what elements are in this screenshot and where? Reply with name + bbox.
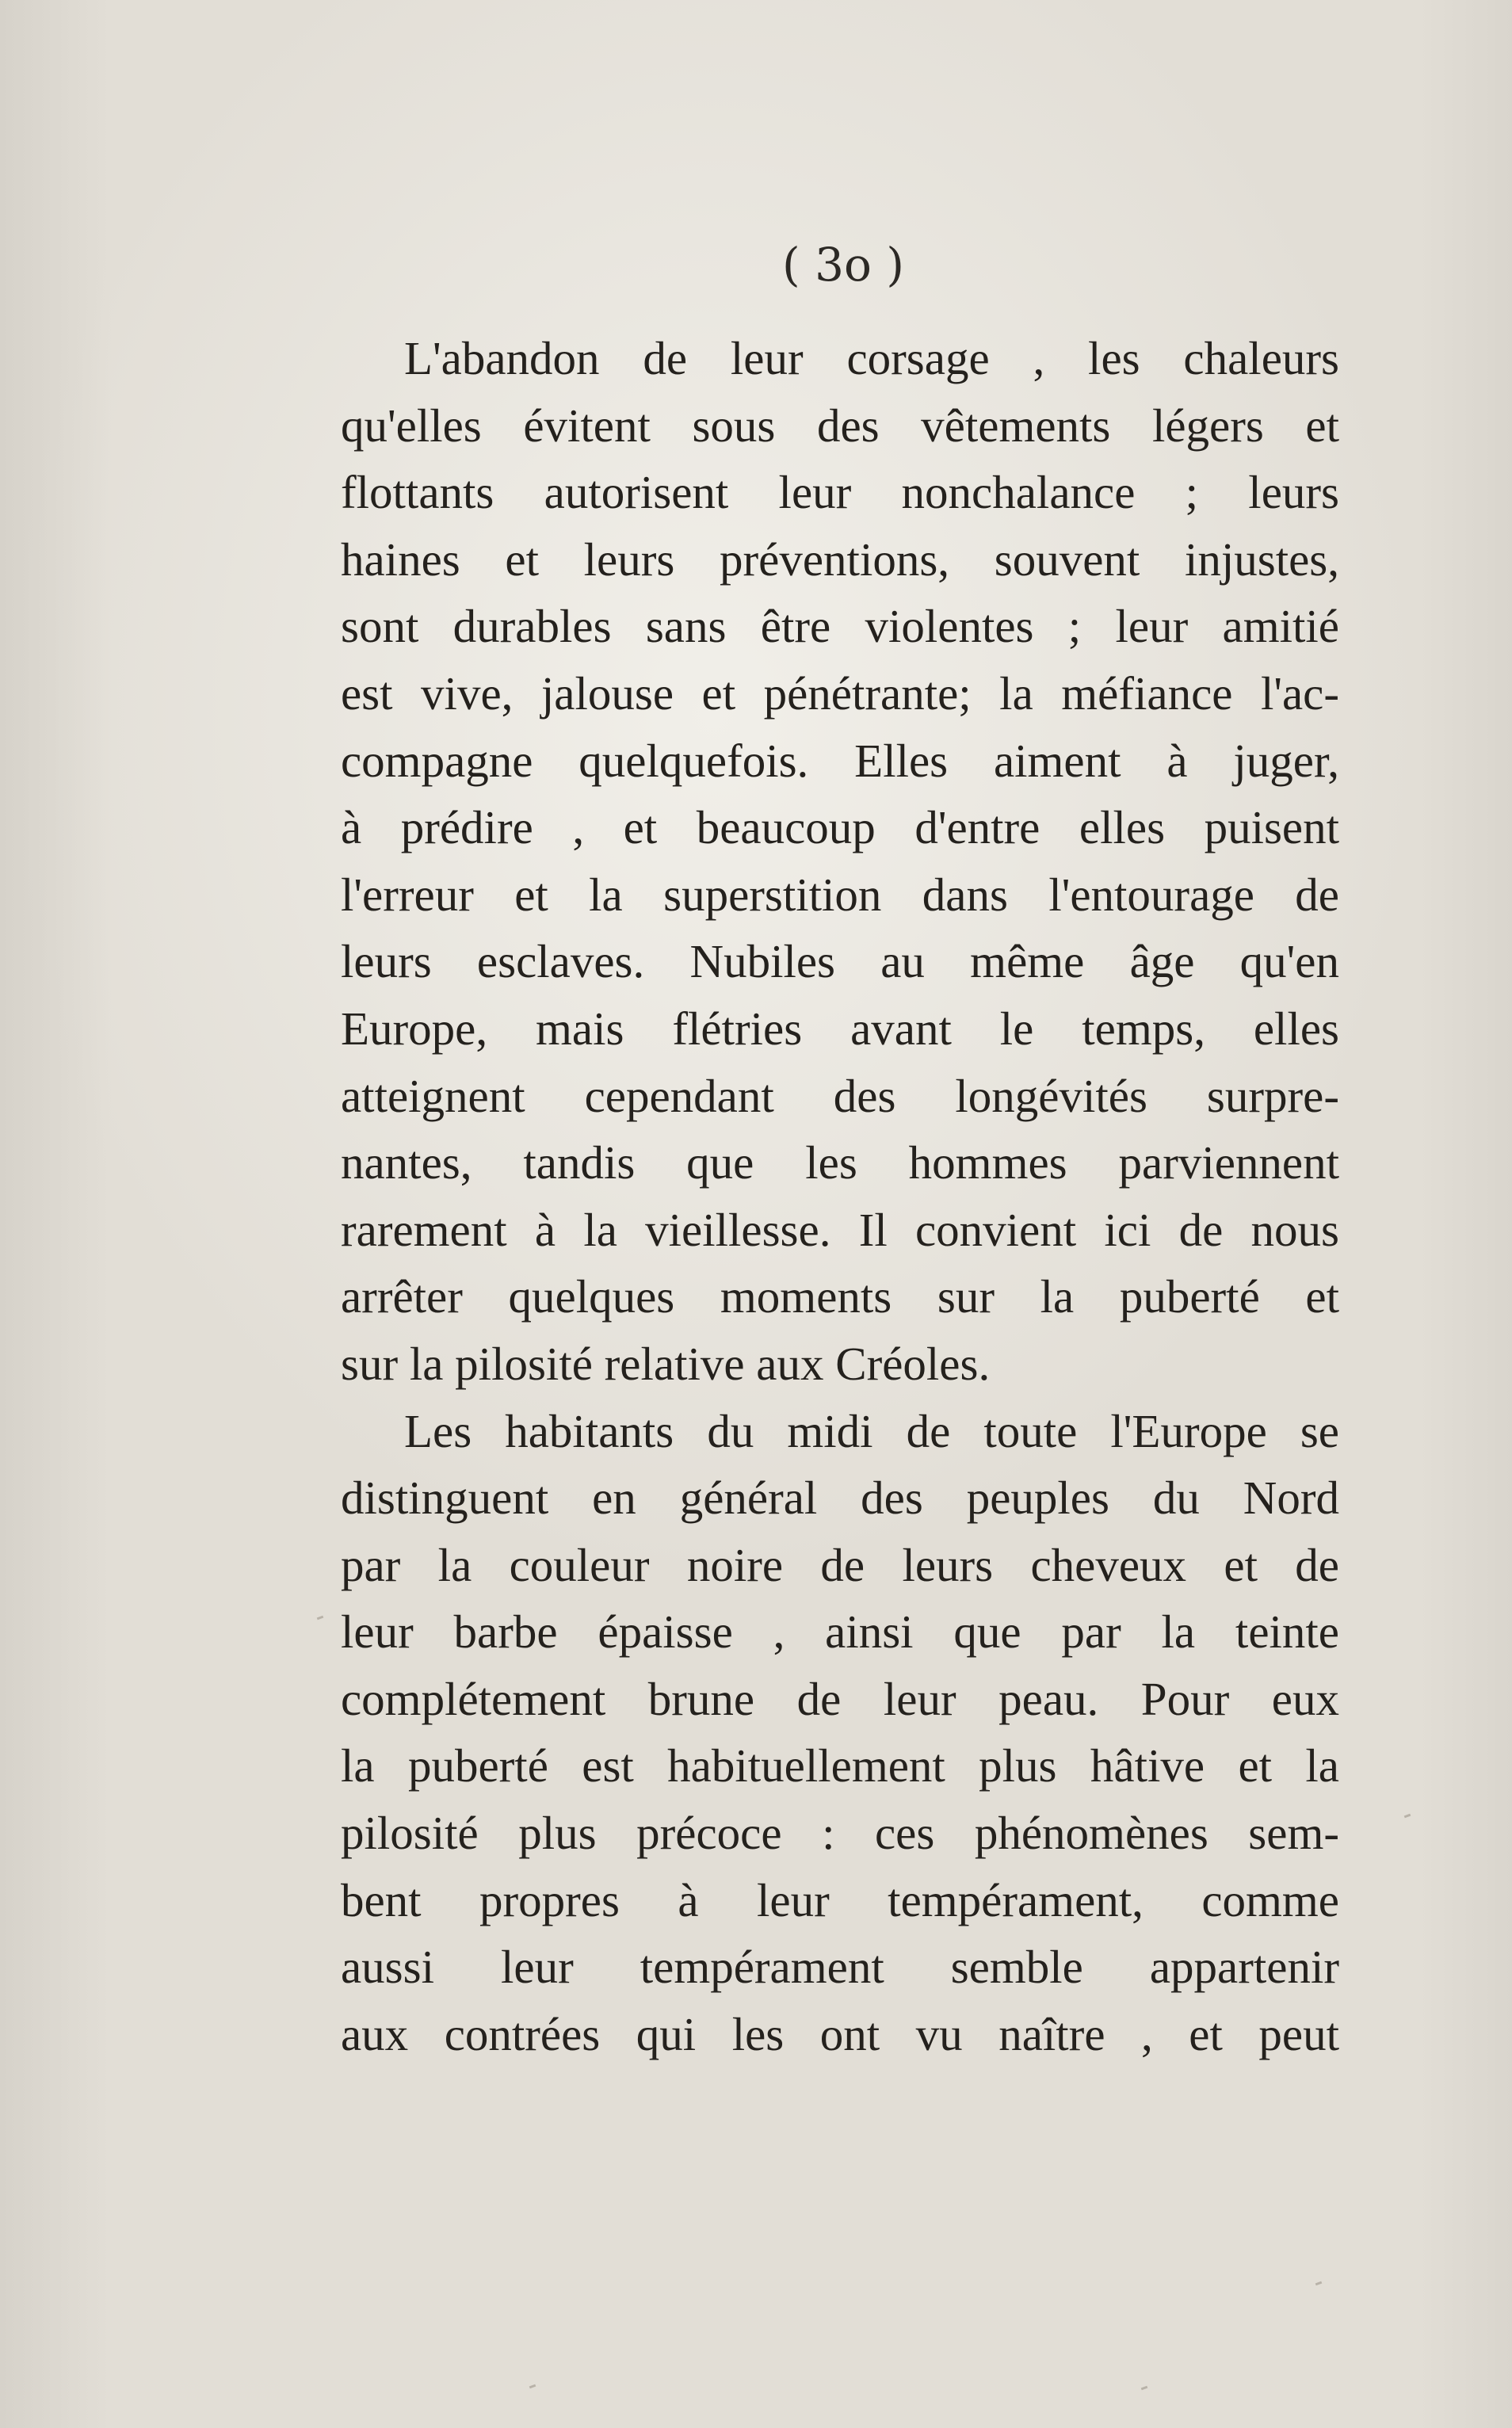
paper-speck: [1404, 1814, 1411, 1819]
text-line: atteignent cependant des longévités surpre-: [341, 1069, 1339, 1122]
text-line: la puberté est habituellement plus hâtive et la: [341, 1739, 1339, 1792]
text-line: sur la pilosité relative aux Créoles.: [341, 1337, 991, 1390]
text-line: qu'elles évitent sous des vêtements légers et: [341, 399, 1339, 452]
text-line: l'erreur et la superstition dans l'entourage de: [341, 868, 1339, 921]
page-gutter-shadow: [0, 0, 111, 2428]
text-line: leurs esclaves. Nubiles au même âge qu'en: [341, 935, 1339, 988]
text-line: distinguent en général des peuples du Nord: [341, 1472, 1339, 1525]
page-edge-shadow: [1417, 0, 1512, 2428]
text-line: pilosité plus précoce : ces phénomènes sem-: [341, 1807, 1339, 1860]
text-line: compagne quelquefois. Elles aiment à juger,: [341, 734, 1339, 787]
text-line: par la couleur noire de leurs cheveux et de: [341, 1538, 1339, 1591]
text-line: leur barbe épaisse , ainsi que par la teinte: [341, 1605, 1339, 1659]
paper-speck: [1315, 2281, 1323, 2286]
body-text: [341, 325, 1339, 2067]
text-line: rarement à la vieillesse. Il convient ici de nous: [341, 1203, 1339, 1256]
paper-speck: [529, 2384, 536, 2389]
page-number: ( 3o ): [782, 238, 904, 292]
text-line: Europe, mais flétries avant le temps, elles: [341, 1002, 1339, 1055]
text-line: flottants autorisent leur nonchalance ; leurs: [341, 466, 1339, 519]
text-line: aussi leur tempérament semble appartenir: [341, 1941, 1339, 1994]
text-line: nantes, tandis que les hommes parviennent: [341, 1136, 1339, 1189]
text-line: est vive, jalouse et pénétrante; la méfiance l'ac-: [341, 666, 1339, 720]
text-line: haines et leurs préventions, souvent injustes,: [341, 533, 1339, 586]
text-line: sont durables sans être violentes ; leur amitié: [341, 600, 1339, 653]
text-line: bent propres à leur tempérament, comme: [341, 1873, 1339, 1926]
paper-speck: [1141, 2386, 1148, 2391]
paper-speck: [317, 1616, 324, 1621]
text-line: L'abandon de leur corsage , les chaleurs: [404, 332, 1339, 384]
text-line: Les habitants du midi de toute l'Europe se: [404, 1404, 1339, 1457]
text-line: aux contrées qui les ont vu naître , et peut: [341, 2007, 1339, 2060]
text-line: complétement brune de leur peau. Pour eux: [341, 1672, 1339, 1725]
text-line: arrêter quelques moments sur la puberté et: [341, 1270, 1339, 1323]
text-line: à prédire , et beaucoup d'entre elles puisent: [341, 801, 1339, 854]
